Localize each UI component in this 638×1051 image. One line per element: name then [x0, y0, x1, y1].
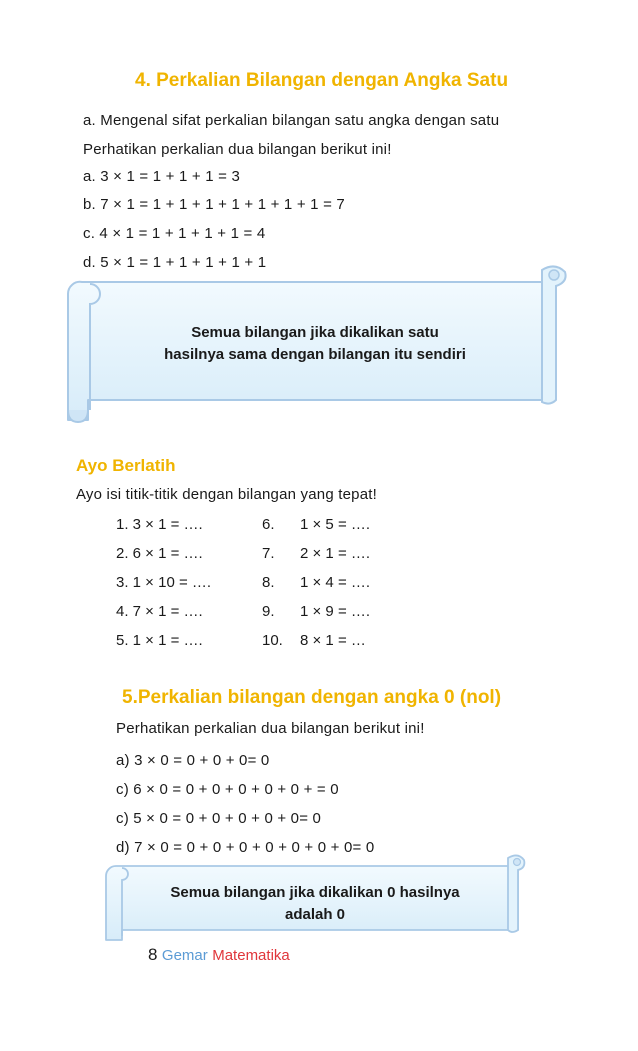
section5-title: 5.Perkalian bilangan dengan angka 0 (nol) [122, 687, 502, 708]
scroll-note-2-line2: adalah 0 [284, 906, 346, 923]
exercise-row [116, 574, 416, 591]
section4-line: d. 5 × 1 = 1 + 1 + 1 + 1 + 1 [83, 254, 267, 271]
section5-line: a) 3 × 0 = 0 + 0 + 0= 0 [116, 752, 270, 769]
practice-title: Ayo Berlatih [76, 456, 176, 475]
exercise-right: 2 × 1 = …. [300, 545, 371, 562]
section4-line: c. 4 × 1 = 1 + 1 + 1 + 1 = 4 [83, 225, 266, 242]
practice-instruction: Ayo isi titik-titik dengan bilangan yang tepat! [76, 486, 377, 503]
section4-title: 4. Perkalian Bilangan dengan Angka Satu [135, 70, 509, 91]
exercise-right: 8 × 1 = … [300, 632, 366, 649]
section4-line: a. 3 × 1 = 1 + 1 + 1 = 3 [83, 168, 241, 185]
section5-line: c) 5 × 0 = 0 + 0 + 0 + 0 + 0= 0 [116, 810, 322, 827]
scroll-note-1-line2: hasilnya sama dengan bilangan itu sendiri [164, 346, 466, 363]
scroll-note-1 [95, 322, 535, 366]
exercise-row [116, 516, 416, 533]
exercise-left: 2. 6 × 1 = …. [116, 545, 203, 562]
exercise-row [116, 632, 416, 649]
page-number: 8 [148, 945, 158, 964]
section4-line: b. 7 × 1 = 1 + 1 + 1 + 1 + 1 + 1 + 1 = 7 [83, 196, 345, 213]
exercise-left: 1. 3 × 1 = …. [116, 516, 203, 533]
exercise-number: 6. [262, 516, 275, 533]
exercise-number: 9. [262, 603, 275, 620]
exercise-row [116, 545, 416, 562]
exercise-right: 1 × 4 = …. [300, 574, 371, 591]
scroll-note-2 [130, 882, 500, 926]
exercise-right: 1 × 9 = …. [300, 603, 371, 620]
footer-gemar: Gemar [161, 947, 208, 964]
exercise-right: 1 × 5 = …. [300, 516, 371, 533]
section5-line: Perhatikan perkalian dua bilangan berikut ini! [116, 720, 425, 737]
exercise-number: 10. [262, 632, 283, 649]
page-footer [148, 945, 290, 965]
section5-line: d) 7 × 0 = 0 + 0 + 0 + 0 + 0 + 0 + 0= 0 [116, 839, 375, 856]
section4-line: Perhatikan perkalian dua bilangan berikut ini! [83, 141, 392, 158]
exercise-left: 3. 1 × 10 = …. [116, 574, 212, 591]
footer-matematika: Matematika [212, 947, 290, 964]
scroll-note-1-line1: Semua bilangan jika dikalikan satu [191, 324, 439, 341]
section4-line: a. Mengenal sifat perkalian bilangan satu angka dengan satu [83, 112, 500, 129]
scroll-note-2-line1: Semua bilangan jika dikalikan 0 hasilnya [170, 884, 460, 901]
exercise-number: 8. [262, 574, 275, 591]
exercise-row [116, 603, 416, 620]
exercise-left: 5. 1 × 1 = …. [116, 632, 203, 649]
exercise-number: 7. [262, 545, 275, 562]
section5-line: c) 6 × 0 = 0 + 0 + 0 + 0 + 0 + = 0 [116, 781, 339, 798]
exercise-left: 4. 7 × 1 = …. [116, 603, 203, 620]
